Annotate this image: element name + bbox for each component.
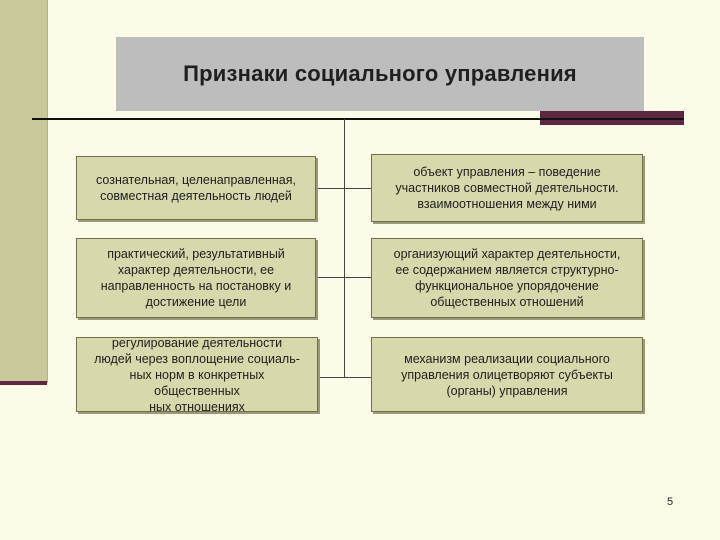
connector-left-2 bbox=[316, 277, 344, 278]
title-underline-rule bbox=[32, 118, 684, 120]
connector-right-3 bbox=[344, 377, 371, 378]
connector-right-1 bbox=[344, 188, 371, 189]
left-feature-box-3: регулирование деятельности людей через воплощение социаль- ных норм в конкретных общественных ных отношениях bbox=[76, 337, 318, 412]
left-decorative-strip bbox=[0, 0, 48, 383]
connector-left-3 bbox=[318, 377, 344, 378]
central-vertical-connector bbox=[344, 119, 345, 378]
right-feature-box-3: механизм реализации социального управления олицетворяют субъекты (органы) управления bbox=[371, 337, 643, 412]
slide-title: Признаки социального управления bbox=[183, 61, 577, 86]
connector-left-1 bbox=[316, 188, 344, 189]
connector-right-2 bbox=[344, 277, 371, 278]
left-strip-accent-bar bbox=[0, 381, 47, 385]
page-number: 5 bbox=[667, 496, 674, 508]
left-feature-box-2: практический, результативный характер деятельности, ее направленность на постановку и достижение цели bbox=[76, 238, 316, 318]
right-feature-box-1: объект управления – поведение участников совместной деятельности. взаимоотношения между ними bbox=[371, 154, 643, 222]
title-banner bbox=[116, 37, 644, 111]
right-feature-box-2: организующий характер деятельности, ее содержанием является структурно- функциональное упорядочение общественных отношений bbox=[371, 238, 643, 318]
left-feature-box-1: сознательная, целенаправленная, совместная деятельность людей bbox=[76, 156, 316, 220]
